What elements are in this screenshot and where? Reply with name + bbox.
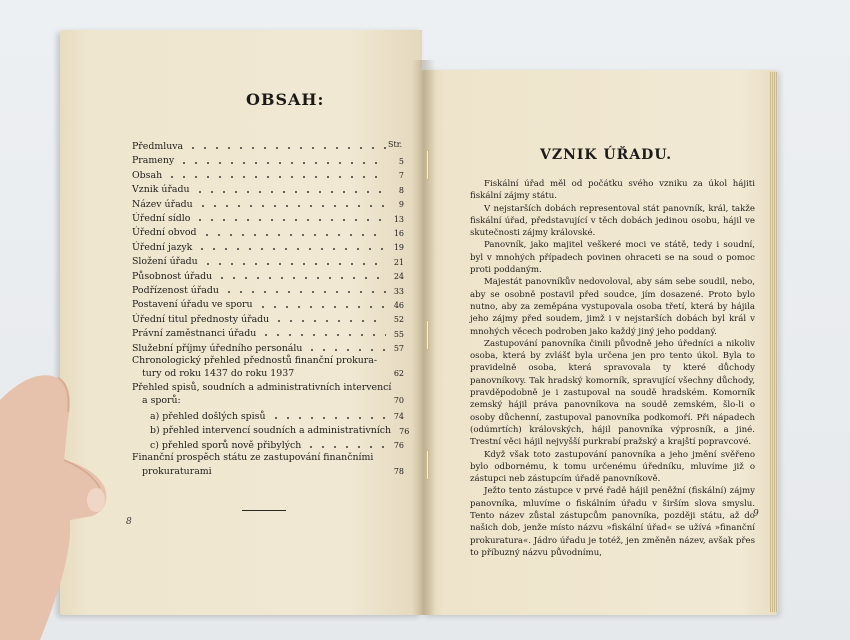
toc-leader-dots xyxy=(202,263,386,265)
toc-entry-title: b) přehled intervencí soudních a administrativních xyxy=(150,425,392,437)
toc-entry-page: 78 xyxy=(393,466,404,476)
toc-entry-page: 16 xyxy=(393,228,404,238)
page-edges xyxy=(770,72,778,612)
toc-entry-title-cont: prokuraturami xyxy=(142,465,212,477)
toc-entry-page: 70 xyxy=(393,396,404,406)
toc-entry-page: 62 xyxy=(393,369,404,379)
toc-entry-title: Postavení úřadu ve sporu xyxy=(132,299,253,311)
toc-entry xyxy=(132,196,404,210)
divider-rule xyxy=(242,510,286,511)
toc-entry xyxy=(132,311,404,325)
toc-leader-dots xyxy=(201,234,386,236)
toc-entry-page: 46 xyxy=(393,300,404,310)
toc-entry-page: 52 xyxy=(393,315,404,325)
toc-leader-dots xyxy=(273,320,386,322)
toc-entry xyxy=(132,253,404,267)
toc-entry-title: Prameny xyxy=(132,155,175,167)
toc-entry-page: 76 xyxy=(393,441,404,451)
toc-entry-title: c) přehled sporů nově přibylých xyxy=(150,439,302,451)
open-book xyxy=(60,30,780,615)
toc-entry-title: Úřední sídlo xyxy=(132,213,191,224)
toc-entry-title: Úřední obvod xyxy=(132,227,197,239)
toc-leader-dots xyxy=(306,349,386,351)
body-paragraph: Fiskální úřad měl od počátku svého vzniku za úkol hájiti fiskální zájmy státu. xyxy=(470,179,755,202)
toc-leader-dots xyxy=(216,277,386,279)
body-paragraph: Panovník, jako majitel veškeré moci ve státě, tedy i soudní, byl v mnohých případech povinen ohraceti se na soud o pomoc proti poddaným. xyxy=(470,240,755,276)
body-paragraph: Když však toto zastupování panovníka a jeho jmění svěřeno bylo odbornému, k tomu určenému úředníku, mluvíme již o zástupci neb zástupcím úřadě panovníkově. xyxy=(470,449,755,485)
toc-entry-title: Úřední titul přednosty úřadu xyxy=(132,313,270,325)
chapter-title: VZNIK ÚŘADU. xyxy=(540,147,673,163)
toc-entry-title: Podřízenost úřadu xyxy=(132,284,219,296)
hand-holding-book xyxy=(0,360,110,640)
toc-leader-dots xyxy=(194,219,386,221)
toc-leader-dots xyxy=(194,191,386,193)
toc-entry-title: a) přehled došlých spisů xyxy=(150,410,266,422)
toc-entry-title: Přehled spisů, soudních a administrativních intervencí xyxy=(132,381,392,393)
toc-entry-title: Obsah xyxy=(132,169,163,181)
toc-entry-title: Název úřadu xyxy=(132,198,193,210)
toc-entry-multiline xyxy=(132,381,404,408)
left-page-number: 8 xyxy=(126,517,132,527)
toc-entry-title-cont: a sporů: xyxy=(142,395,181,407)
toc-entry-page: 21 xyxy=(393,257,404,267)
toc-entry xyxy=(132,325,404,339)
toc-entry-page: 8 xyxy=(398,185,404,195)
toc-leader-dots xyxy=(197,205,386,207)
toc-entry xyxy=(132,224,404,238)
toc-entry xyxy=(132,437,404,451)
book-spine xyxy=(412,60,436,615)
toc-entry-title: Chronologický přehled přednostů finanční prokura- xyxy=(132,354,378,366)
toc-entry xyxy=(132,239,404,253)
page-column-label: Str. xyxy=(388,140,403,149)
toc-entry-multiline xyxy=(132,451,404,478)
toc-entry-title-cont: tury od roku 1437 do roku 1937 xyxy=(142,368,295,380)
toc-entry-title: Předmluva xyxy=(132,141,184,153)
toc-title: OBSAH: xyxy=(246,90,325,109)
toc-leader-dots xyxy=(166,176,386,178)
toc-leader-dots xyxy=(178,162,386,164)
toc-entry xyxy=(132,296,404,310)
toc-entry xyxy=(132,210,404,224)
toc-entry-page: 74 xyxy=(393,412,404,422)
toc-leader-dots xyxy=(270,417,386,419)
toc-entry-page: 5 xyxy=(398,156,404,166)
body-paragraph: Majestát panovníkův nedovoloval, aby sám sebe soudil, nebo, aby se osobně postavil před soudce, jím dosazené. Proto bylo nutno, aby za zeměpána vystupovala osoba třetí, která by hájila jeho zájmy před soudem, jimž i v nejstarších dobách byl král v mnohých věcech podroben jako každý jiný jeho poddaný. xyxy=(470,277,755,337)
toc-entry-multiline xyxy=(132,354,404,381)
body-paragraph: Zastupování panovníka činili původně jeho úředníci a nikoliv osoba, která by zvlášť byla určena jen pro tento úkol. Byla to pravidelně osoba, která spravovala ty které důchody panovníkovy. Tak hradský komorník, spravující všechny důchody, pravděpodobně je i zastupoval na soudě hradském. Komorník zemský hájil práva panovníkova na soudě zemském, šlo-li o osoby důchenní, zastupoval panovníka podkomoří. Při nápadech (odúmrtích) královských, hájil panovníka výprosník, a jiné. Trestní věci hájil nejvyšší purkrabí pražský a krajští popravcové. xyxy=(470,338,755,448)
toc-leader-dots xyxy=(223,291,386,293)
toc-entry-page: 19 xyxy=(393,243,404,253)
toc-entry xyxy=(132,282,404,296)
toc-entry-page: 7 xyxy=(398,171,404,181)
toc-entry-page: 13 xyxy=(393,214,404,224)
toc-entry xyxy=(132,167,404,181)
binding-thread xyxy=(426,450,429,480)
toc-entry-page: 24 xyxy=(393,272,404,282)
toc-entry-page: 57 xyxy=(393,344,404,354)
toc-entry xyxy=(132,422,410,437)
toc-entry xyxy=(132,339,404,353)
body-paragraph: Ježto tento zástupce v prvé řadě hájil peněžní (fiskální) zájmy panovníka, mluvíme o fiskálním úřadu v širším slova smyslu. Tento název zůstal zástupcům panovníka, později státu, až do našich dob, jenže místo názvu »fiskální úřad« se užívá »finanční prokuratura«. Jádro úřadu je totéž, jen změněn název, avšak přes to příbuzný názvu původnímu, xyxy=(470,486,755,558)
body-paragraph: V nejstarších dobách representoval stát panovník, král, takže fiskální úřad, představující v těch dobách jedinou osobu, hájil ve skutečnosti zájmy královské. xyxy=(470,203,755,239)
toc-entry xyxy=(132,152,404,166)
toc-entry-page: 76 xyxy=(399,426,410,436)
binding-thread xyxy=(426,150,429,180)
right-page-number: 9 xyxy=(753,509,759,519)
toc-entry xyxy=(132,268,404,282)
toc-entry xyxy=(132,408,404,422)
toc-leader-dots xyxy=(196,248,386,250)
toc-entry-title: Právní zaměstnanci úřadu xyxy=(132,328,257,340)
toc-leader-dots xyxy=(257,306,386,308)
toc-entry-title: Složení úřadu xyxy=(132,256,198,268)
toc-entry-page: 55 xyxy=(393,329,404,339)
table-of-contents xyxy=(132,138,410,478)
chapter-body xyxy=(470,178,755,559)
toc-entry-title: Vznik úřadu xyxy=(132,184,190,196)
toc-entry-title: Úřední jazyk xyxy=(132,241,193,253)
toc-leader-dots xyxy=(260,334,386,336)
toc-entry-title: Služební příjmy úředního personálu xyxy=(132,342,303,354)
toc-entry-title: Finanční prospěch státu ze zastupování finančními xyxy=(132,452,374,464)
toc-entry-page: 33 xyxy=(393,286,404,296)
toc-entry-title: Působnost úřadu xyxy=(132,270,213,282)
toc-leader-dots xyxy=(305,446,386,448)
toc-entry-page: 9 xyxy=(398,200,404,210)
binding-thread xyxy=(426,320,429,350)
toc-entry xyxy=(132,181,404,195)
toc-entry xyxy=(132,138,404,152)
toc-leader-dots xyxy=(187,147,386,149)
